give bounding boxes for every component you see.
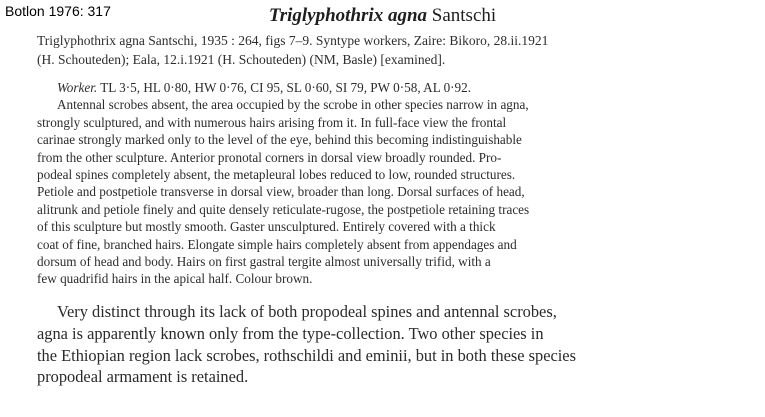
species-author: Santschi [431, 5, 497, 26]
description-line: few quadrifid hairs in the apical half. Colour brown. [37, 271, 313, 287]
remarks-line: agna is apparently known only from the type-collection. Two other species in [37, 323, 544, 343]
remarks-line: Very distinct through its lack of both propodeal spines and antennal scrobes, [57, 302, 557, 321]
description-line: from the other sculpture. Anterior pronotal corners in dorsal view broadly rounded. Pro- [37, 149, 502, 165]
species-heading [0, 5, 765, 27]
remarks-line: the Ethiopian region lack scrobes, rothschildi and eminii, but in both these species [37, 345, 576, 365]
remarks-line: propodeal armament is retained. [37, 367, 249, 387]
worker-description [37, 79, 529, 288]
description-line: strongly sculptured, and with numerous hairs arising from it. In full-face view the frontal [37, 114, 507, 130]
worker-measurements-line [37, 79, 529, 96]
description-line: of this sculpture but mostly smooth. Gaster unsculptured. Entirely covered with a thick [37, 219, 496, 235]
worker-measurements: TL 3·5, HL 0·80, HW 0·76, CI 95, SL 0·60, SI 79, PW 0·58, AL 0·92. [100, 80, 472, 95]
description-line: podeal spines completely absent, the metapleural lobes reduced to low, rounded structures. [37, 167, 516, 183]
description-line: carinae strongly marked only to the level of the eye, behind this becoming indistinguishable [37, 132, 522, 148]
remarks-paragraph [37, 301, 576, 388]
species-name: Triglyphothrix agna [268, 5, 428, 26]
source-label: Botlon 1976: 317 [5, 3, 111, 19]
description-line: coat of fine, branched hairs. Elongate simple hairs completely absent from appendages and [37, 236, 517, 252]
citation-line: Triglyphothrix agna Santschi, 1935 : 264, figs 7–9. Syntype workers, Zaire: Bikoro, 28.ii.1921 [37, 33, 549, 48]
worker-label: Worker. [57, 80, 98, 95]
description-line: Petiole and postpetiole transverse in dorsal view, broader than long. Dorsal surfaces of head, [37, 184, 525, 200]
description-line: dorsum of head and body. Hairs on first gastral tergite almost universally trifid, with a [37, 254, 491, 270]
citation-block [37, 31, 548, 69]
description-line: alitrunk and petiole finely and quite densely reticulate-rugose, the postpetiole retaining traces [37, 201, 530, 217]
description-line: Antennal scrobes absent, the area occupied by the scrobe in other species narrow in agna, [57, 97, 529, 113]
citation-line: (H. Schouteden); Eala, 12.i.1921 (H. Schouteden) (NM, Basle) [examined]. [37, 52, 446, 67]
